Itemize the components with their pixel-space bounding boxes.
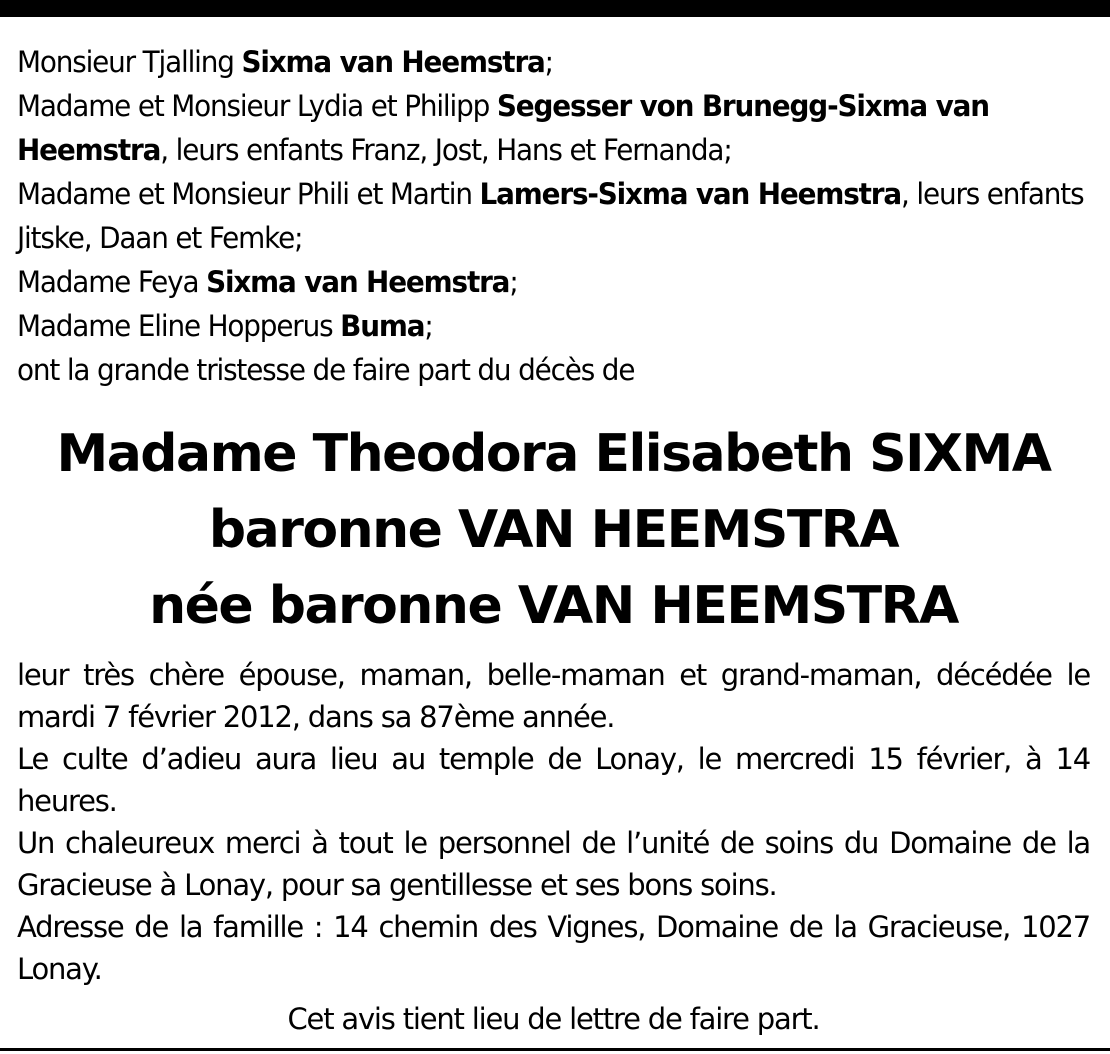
details-paragraph-service: Le culte d’adieu aura lieu au temple de Lonay, le mercredi 15 février, à 14 heures. <box>17 742 1090 818</box>
family-surname: Buma <box>340 309 425 343</box>
bottom-border-rule <box>0 1048 1110 1051</box>
details-paragraph-death: leur très chère épouse, maman, belle-maman et grand-maman, décédée le mardi 7 février 2012, dans sa 87ème année. <box>17 658 1090 734</box>
family-surname: Sixma van Heemstra <box>241 45 545 79</box>
family-surname: Sixma van Heemstra <box>206 265 510 299</box>
details-paragraph-address: Adresse de la famille : 14 chemin des Vignes, Domaine de la Gracieuse, 1027 Lonay. <box>17 910 1090 986</box>
obituary-notice <box>17 40 1090 1040</box>
family-line-4: Madame Feya Sixma van Heemstra; <box>17 265 518 299</box>
family-line-1: Monsieur Tjalling Sixma van Heemstra; <box>17 45 553 79</box>
deceased-name-block <box>17 416 1090 644</box>
family-surname: Lamers-Sixma van Heemstra <box>479 177 901 211</box>
top-border-rule <box>0 0 1110 17</box>
deceased-name-line-2: baronne VAN HEEMSTRA <box>208 500 899 560</box>
family-list <box>17 40 1090 392</box>
details-paragraph-thanks: Un chaleureux merci à tout le personnel de l’unité de soins du Domaine de la Gracieuse à Lonay, pour sa gentillesse et ses bons soins. <box>17 826 1090 902</box>
closing-line: Cet avis tient lieu de lettre de faire part. <box>287 1002 820 1036</box>
family-line-2: Madame et Monsieur Lydia et Philipp Segesser von Brunegg-Sixma van Heemstra, leurs enfants Franz, Jost, Hans et Fernanda; <box>17 89 989 167</box>
deceased-name-line-3: née baronne VAN HEEMSTRA <box>149 576 958 636</box>
announcement-line: ont la grande tristesse de faire part du décès de <box>17 353 635 387</box>
notice-details <box>17 654 1090 990</box>
deceased-name-line-1: Madame Theodora Elisabeth SIXMA <box>56 424 1051 484</box>
family-surname: Segesser von Brunegg-Sixma van Heemstra <box>17 89 989 167</box>
family-line-3: Madame et Monsieur Phili et Martin Lamers-Sixma van Heemstra, leurs enfants Jitske, Daan et Femke; <box>17 177 1084 255</box>
family-line-5: Madame Eline Hopperus Buma; <box>17 309 433 343</box>
